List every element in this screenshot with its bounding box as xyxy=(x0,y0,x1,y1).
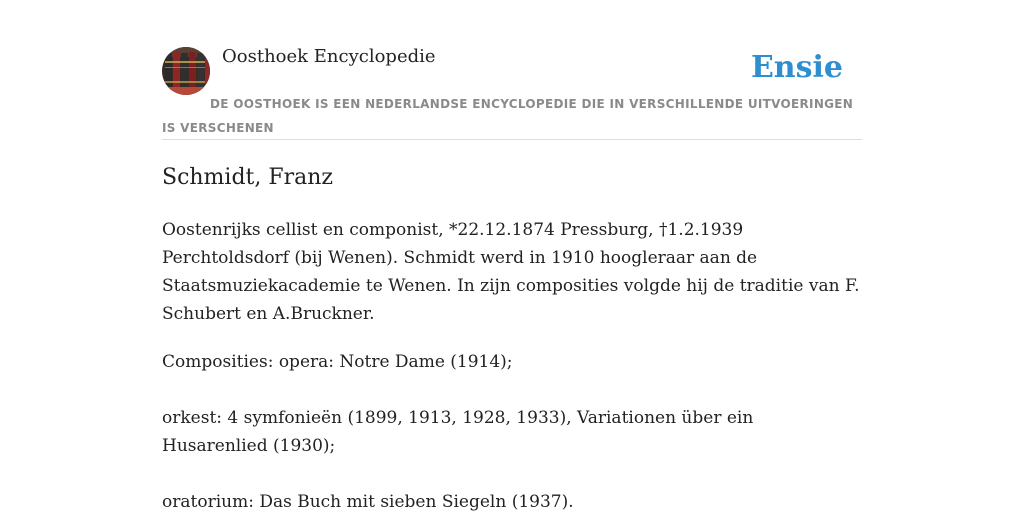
compositions-item: orkest: 4 symfonieën (1899, 1913, 1928, 1933), Variationen über ein Husarenlied (1930); xyxy=(162,408,754,456)
brand-logo[interactable]: Ensie xyxy=(750,50,843,85)
compositions-item: oratorium: Das Buch mit sieben Siegeln (1937). xyxy=(162,492,574,512)
book-spines-icon[interactable] xyxy=(162,47,210,95)
article-title: Schmidt, Franz xyxy=(162,165,334,190)
compositions-list xyxy=(162,348,862,512)
header-divider xyxy=(162,139,862,140)
article xyxy=(162,160,862,512)
article-intro: Oostenrijks cellist en componist, *22.12.1874 Pressburg, †1.2.1939 Perchtoldsdorf (bij Wenen). Schmidt werd in 1910 hoogleraar aan de Staatsmuziekacademie te Wenen. In zijn composities volgde hij de traditie van F. Schubert en A.Bruckner. xyxy=(162,220,860,324)
compositions-item: Composities: opera: Notre Dame (1914); xyxy=(162,352,513,372)
site-tagline: DE OOSTHOEK IS EEN NEDERLANDSE ENCYCLOPEDIE DIE IN VERSCHILLENDE UITVOERINGEN IS VERSCHENEN xyxy=(162,97,854,135)
site-title[interactable]: Oosthoek Encyclopedie xyxy=(222,46,436,67)
